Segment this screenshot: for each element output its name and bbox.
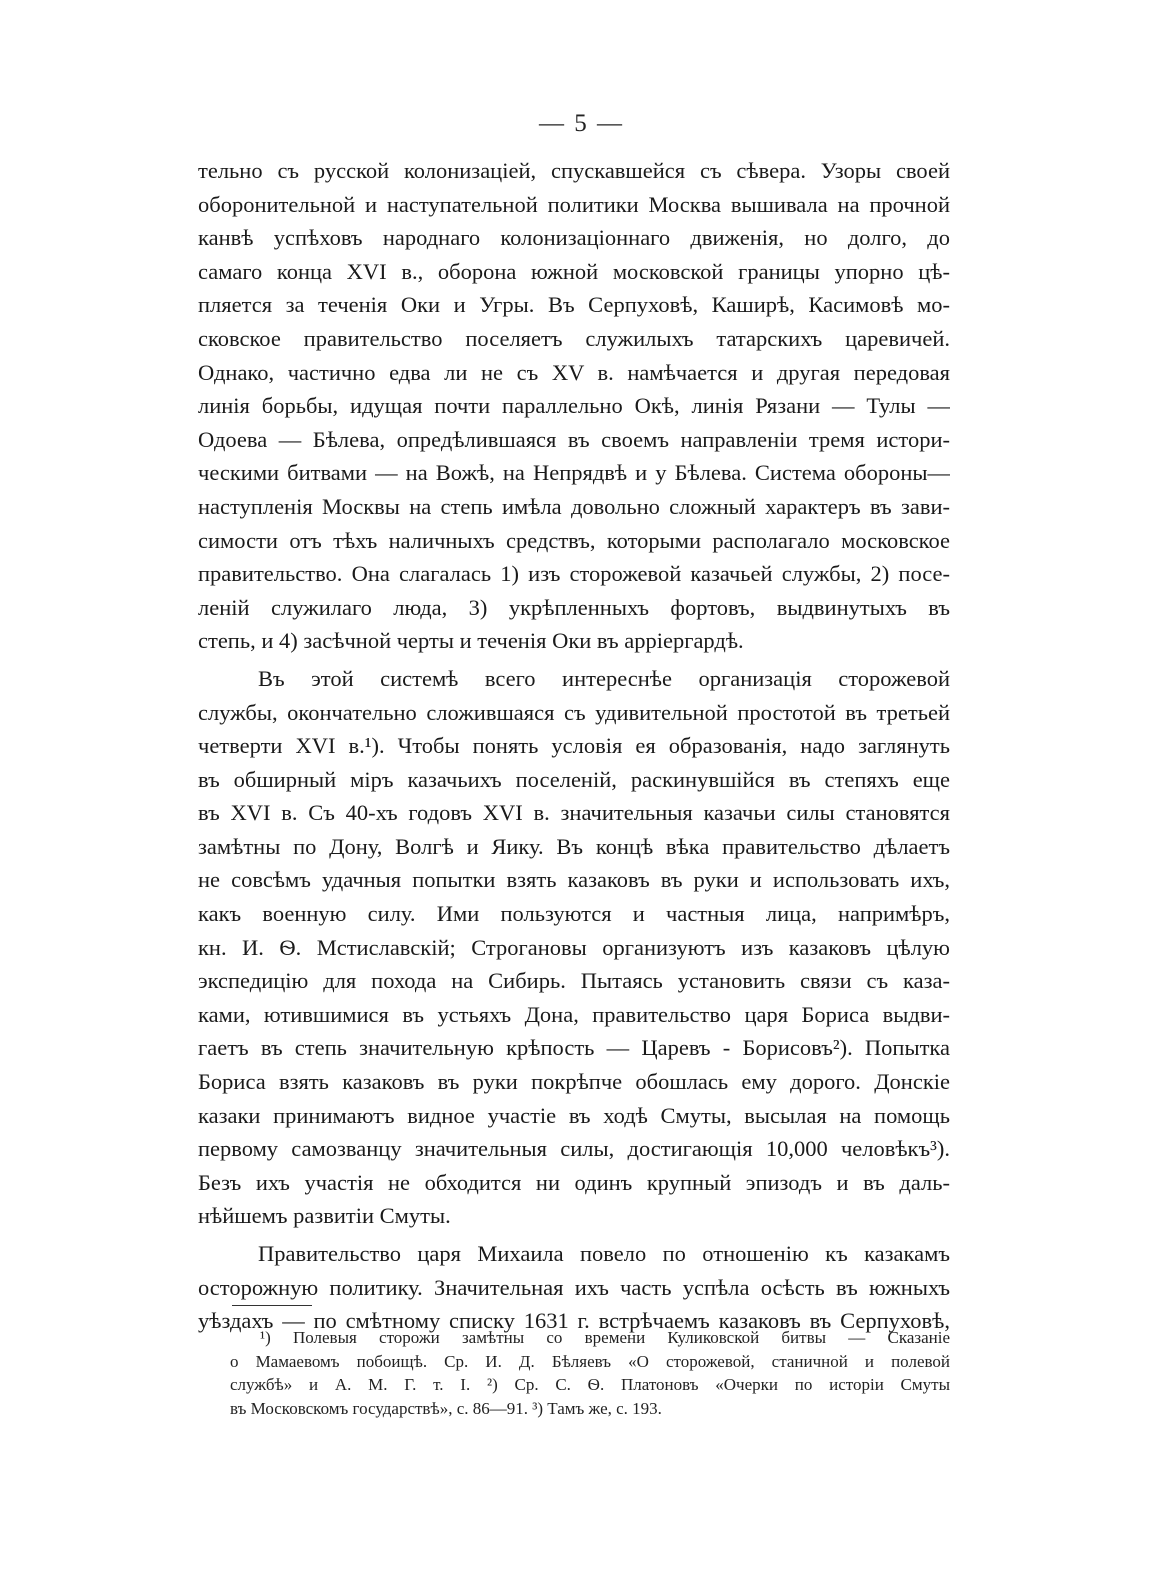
text-line: степь, и 4) засѣчной черты и теченія Оки въ арріергардѣ.: [198, 628, 744, 654]
text-line: нѣйшемъ развитіи Смуты.: [198, 1203, 451, 1229]
text-line: четверти XVI в.¹). Чтобы понять условія ея образованія, надо заглянуть: [198, 733, 950, 759]
text-line: сковское правительство поселяетъ служилыхъ татарскихъ царевичей.: [198, 325, 950, 351]
text-line: самаго конца XVI в., оборона южной московской границы упорно цѣ-: [198, 258, 950, 284]
text-line: тельно съ русской колонизаціей, спускавшейся съ сѣвера. Узоры своей: [198, 158, 950, 183]
paragraph-3: [198, 1237, 950, 1338]
text-line: не совсѣмъ удачныя попытки взять казаковъ въ руки и использовать ихъ,: [198, 867, 950, 893]
text-line: первому самозванцу значительныя силы, достигающія 10,000 человѣкъ³).: [198, 1136, 950, 1162]
text-line: въ XVI в. Съ 40-хъ годовъ XVI в. значительныя казачьи силы становятся: [198, 800, 950, 826]
body-text: [198, 154, 950, 1338]
text-line: службы, окончательно сложившаяся съ удивительной простотой въ третьей: [198, 699, 950, 725]
footnote-separator: [232, 1305, 312, 1306]
text-line: Въ этой системѣ всего интереснѣе организація сторожевой: [258, 665, 950, 691]
text-line: правительство. Она слагалась 1) изъ сторожевой казачьей службы, 2) посе-: [198, 561, 950, 587]
text-line: пляется за теченія Оки и Угры. Въ Серпуховѣ, Каширѣ, Касимовѣ мо-: [198, 292, 950, 318]
text-line: канвѣ успѣховъ народнаго колонизаціоннаго движенія, но долго, до: [198, 225, 950, 251]
text-line: казаки принимаютъ видное участіе въ ходѣ Смуты, высылая на помощь: [198, 1102, 950, 1128]
footnote-line: службѣ» и А. М. Г. т. I. ²) Ср. С. Ѳ. Платоновъ «Очерки по исторіи Смуты: [230, 1375, 950, 1394]
text-line: замѣтны по Дону, Волгѣ и Яику. Въ концѣ вѣка правительство дѣлаетъ: [198, 833, 950, 859]
text-line: Правительство царя Михаила повело по отношенію къ казакамъ: [258, 1241, 950, 1266]
footnote-line: о Мамаевомъ побоищѣ. Ср. И. Д. Бѣляевъ «О сторожевой, станичной и полевой: [230, 1351, 950, 1371]
text-line: Безъ ихъ участія не обходится ни одинъ крупный эпизодъ и въ даль-: [198, 1169, 950, 1195]
text-line: ческими битвами — на Вожѣ, на Непрядвѣ и у Бѣлева. Система обороны—: [198, 460, 950, 486]
text-line: леній служилаго люда, 3) укрѣпленныхъ фортовъ, выдвинутыхъ въ: [198, 594, 950, 620]
page-number: — 5 —: [539, 110, 624, 137]
footnote-line: ¹) Полевыя сторожи замѣтны со времени Куликовской битвы — Сказаніе: [260, 1328, 950, 1347]
text-line: оборонительной и наступательной политики Москва вышивала на прочной: [198, 191, 950, 217]
text-line: уѣздахъ — по смѣтному списку 1631 г. встрѣчаемъ казаковъ въ Серпуховѣ,: [198, 1308, 950, 1334]
text-line: симости отъ тѣхъ наличныхъ средствъ, которыми располагало московское: [198, 527, 950, 553]
text-line: какъ военную силу. Ими пользуются и частныя лица, напримѣръ,: [198, 901, 950, 927]
text-line: линія борьбы, идущая почти параллельно Окѣ, линія Рязани — Тулы —: [198, 393, 950, 419]
footnotes: [230, 1326, 950, 1420]
text-line: Однако, частично едва ли не съ XV в. намѣчается и другая передовая: [198, 359, 950, 385]
text-line: Одоева — Бѣлева, опредѣлившаяся въ своемъ направленіи тремя истори-: [198, 426, 950, 452]
text-line: гаетъ въ степь значительную крѣпость — Царевъ - Борисовъ²). Попытка: [198, 1035, 950, 1061]
text-line: Бориса взять казаковъ въ руки покрѣпче обошлась ему дорого. Донскіе: [198, 1069, 950, 1095]
paragraph-1: [198, 154, 950, 658]
text-line: ками, ютившимися въ устьяхъ Дона, правительство царя Бориса выдви-: [198, 1001, 950, 1027]
text-line: въ обширный міръ казачьихъ поселеній, раскинувшійся въ степяхъ еще: [198, 766, 950, 792]
text-line: кн. И. Ѳ. Мстиславскій; Строгановы организуютъ изъ казаковъ цѣлую: [198, 934, 950, 960]
text-line: экспедицію для похода на Сибирь. Пытаясь установить связи съ каза-: [198, 968, 950, 994]
paragraph-2: [198, 662, 950, 1233]
text-line: наступленія Москвы на степь имѣла довольно сложный характеръ въ зави-: [198, 493, 950, 519]
text-line: осторожную политику. Значительная ихъ часть успѣла осѣсть въ южныхъ: [198, 1274, 950, 1300]
footnote-line: въ Московскомъ государствѣ», с. 86—91. ³) Тамъ же, с. 193.: [230, 1398, 662, 1418]
